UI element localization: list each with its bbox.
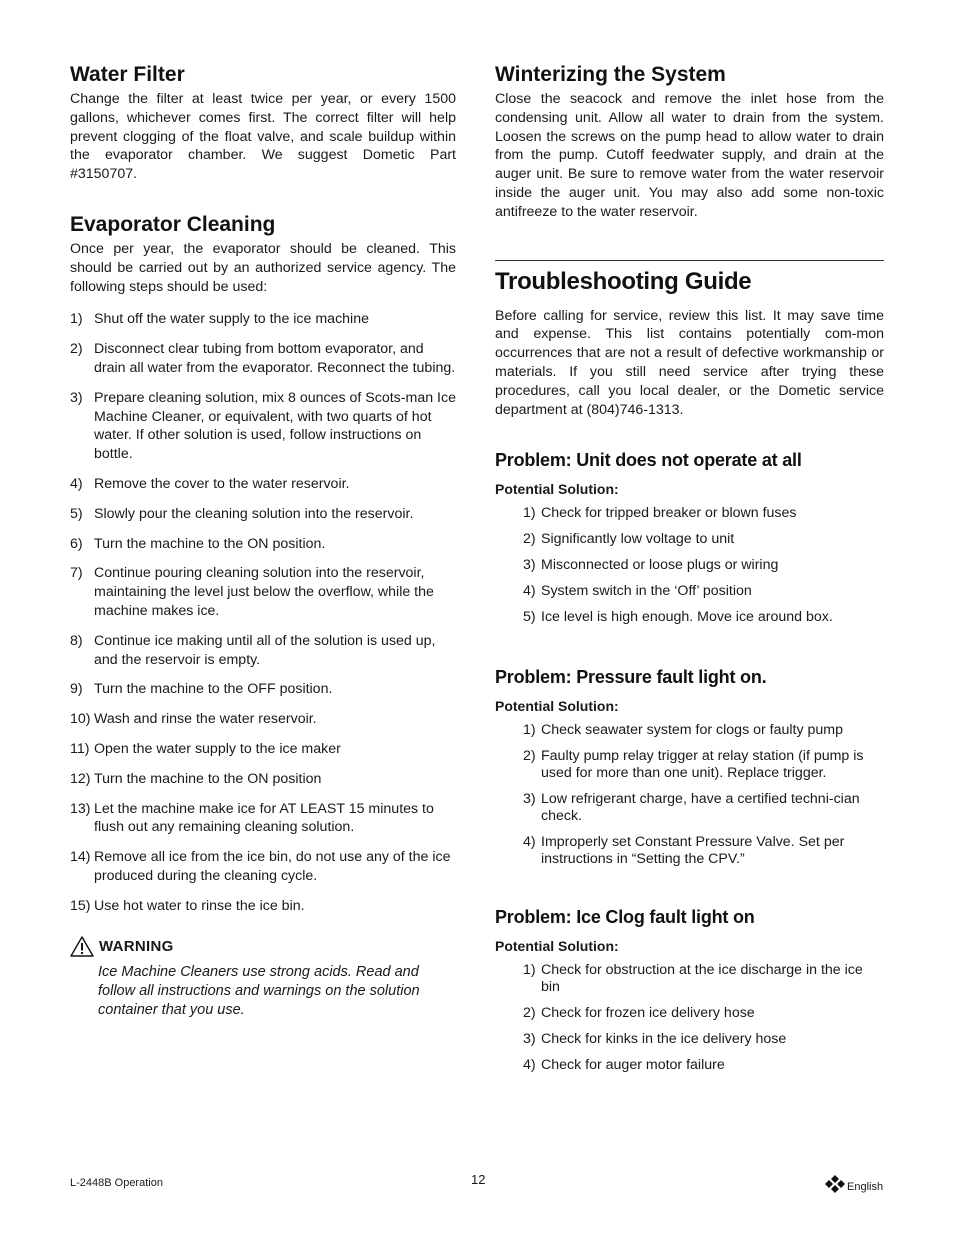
solution-number: 3) [523,557,536,574]
problem-block [495,906,884,1074]
cleaning-step [70,710,456,729]
step-number: 10) [70,711,91,728]
solution-text: Check for kinks in the ice delivery hose [541,1031,787,1048]
solution-item [523,722,884,739]
warning-triangle-icon [70,936,94,957]
left-column [70,62,456,1020]
solution-item [523,531,884,548]
solution-text: Check for frozen ice delivery hose [541,1005,755,1022]
water-filter-section [70,62,456,184]
step-text: Let the machine make ice for AT LEAST 15 minutes to flush out any remaining cleaning solution. [94,800,434,836]
solution-text: Check for auger motor failure [541,1057,725,1074]
step-number: 13) [70,800,91,817]
language-label: English [847,1181,884,1193]
solution-text: Ice level is high enough. Move ice around box. [541,609,833,626]
cleaning-step [70,800,456,838]
step-text: Shut off the water supply to the ice machine [94,311,369,328]
solution-text: Check for tripped breaker or blown fuses [541,505,797,522]
solution-text: Check for obstruction at the ice discharge in the ice bin [541,962,863,996]
step-number: 8) [70,632,83,649]
step-text: Prepare cleaning solution, mix 8 ounces of Scots-man Ice Machine Cleaner, or equivalent, with two quarts of hot water. If other solution is used, follow instructions on bottle. [94,389,456,463]
step-number: 5) [70,505,83,522]
cleaning-step [70,505,456,524]
solution-item [523,557,884,574]
step-text: Remove all ice from the ice bin, do not use any of the ice produced during the cleaning cycle. [94,849,451,884]
solution-number: 4) [523,1057,536,1074]
solution-number: 2) [523,748,536,765]
cleaning-step [70,340,456,378]
warning-block [70,936,456,1021]
solution-text: Significantly low voltage to unit [541,531,735,548]
section-divider [495,260,884,261]
solutions-list [495,722,884,868]
evaporator-cleaning-heading: Evaporator Cleaning [70,212,276,236]
warning-label: WARNING [99,937,174,955]
footer-doc-id: L-2448B Operation [70,1177,163,1189]
cleaning-step [70,389,456,464]
step-text: Use hot water to rinse the ice bin. [94,897,305,914]
solution-text: Check seawater system for clogs or faulty pump [541,722,843,739]
cleaning-step [70,632,456,670]
troubleshooting-intro: Before calling for service, review this list. It may save time and expense. This list contains potentially com-mon occurrences that are not a result of defective workmanship or materials. If you still need service after trying these procedures, call you local dealer, or the Dometic service department at (804)746-1313. [495,307,884,418]
cleaning-step [70,680,456,699]
solution-text: Improperly set Constant Pressure Valve. Set per instructions in “Setting the CPV.” [541,834,845,868]
step-text: Turn the machine to the ON position [94,770,322,787]
water-filter-body: Change the filter at least twice per year, or every 1500 gallons, whichever comes first. The correct filter will help prevent clogging of the float valve, and scale buildup within the evaporator chamber. We suggest Dometic Part #3150707. [70,91,456,183]
potential-solution-label: Potential Solution: [495,698,619,715]
solution-number: 2) [523,531,536,548]
potential-solution-label: Potential Solution: [495,938,619,955]
step-number: 7) [70,565,83,582]
warning-heading [70,936,456,957]
troubleshooting-section [495,267,884,1075]
step-text: Slowly pour the cleaning solution into the reservoir. [94,505,414,522]
step-number: 6) [70,535,83,552]
evaporator-cleaning-section [70,212,456,1020]
potential-solution-label: Potential Solution: [495,481,619,498]
step-number: 15) [70,897,91,914]
solution-item [523,748,884,782]
evaporator-intro: Once per year, the evaporator should be cleaned. This should be carried out by an authorized service agency. The following steps should be used: [70,240,456,295]
step-number: 3) [70,389,83,406]
step-text: Remove the cover to the water reservoir. [94,475,350,492]
problem-heading: Problem: Ice Clog fault light on [495,907,755,928]
problem-heading: Problem: Unit does not operate at all [495,450,802,471]
solution-number: 4) [523,583,536,600]
step-number: 2) [70,341,83,358]
solution-text: Faulty pump relay trigger at relay station (if pump is used for more than one unit). Replace trigger. [541,748,864,782]
solutions-list [495,505,884,626]
solution-number: 1) [523,505,536,522]
step-text: Disconnect clear tubing from bottom evaporator, and drain all water from the evaporator. Reconnect the tubing. [94,341,456,376]
winterizing-section [495,62,884,222]
cleaning-step [70,535,456,554]
solution-item [523,1005,884,1022]
problem-block [495,449,884,626]
troubleshooting-heading: Troubleshooting Guide [495,267,752,295]
right-column [495,62,884,1083]
cleaning-step [70,770,456,789]
step-text: Wash and rinse the water reservoir. [94,711,317,728]
diamond-logo-icon [825,1175,845,1193]
water-filter-heading: Water Filter [70,63,185,86]
page-number: 12 [471,1172,486,1187]
solution-item [523,791,884,825]
step-text: Continue pouring cleaning solution into the reservoir, maintaining the level just below the overflow, while the machine makes ice. [94,565,434,619]
cleaning-step [70,740,456,759]
winterizing-body: Close the seacock and remove the inlet hose from the condensing unit. Allow all water to drain from the system. Loosen the screws on the pump head to allow water to drain from the pump. Cutoff feedwater supply, and drain at the auger unit. Be sure to remove water from the water reservoir inside the auger unit. You may also add some non-toxic antifreeze to the water reservoir. [495,91,884,220]
cleaning-steps-list [70,310,456,915]
step-text: Open the water supply to the ice maker [94,740,341,757]
solution-item [523,834,884,868]
footer-language [825,1175,883,1193]
solution-number: 1) [523,722,536,739]
cleaning-step [70,310,456,329]
problem-block [495,666,884,868]
step-number: 1) [70,311,83,328]
cleaning-step [70,564,456,620]
winterizing-heading: Winterizing the System [495,63,726,86]
step-number: 9) [70,681,83,698]
problem-heading: Problem: Pressure fault light on. [495,667,767,688]
solution-item [523,609,884,626]
problems-list [495,449,884,1074]
cleaning-step [70,475,456,494]
step-number: 11) [70,740,90,757]
solution-item [523,505,884,522]
solution-text: Low refrigerant charge, have a certified techni-cian check. [541,791,860,825]
step-number: 14) [70,849,91,866]
solution-item [523,1031,884,1048]
solution-item [523,962,884,996]
solution-text: System switch in the ‘Off’ position [541,583,752,600]
step-number: 4) [70,475,83,492]
step-text: Turn the machine to the OFF position. [94,681,333,698]
solution-text: Misconnected or loose plugs or wiring [541,557,779,574]
step-number: 12) [70,770,91,787]
solution-item [523,1057,884,1074]
solution-number: 3) [523,791,536,808]
solution-number: 4) [523,834,536,851]
warning-text: Ice Machine Cleaners use strong acids. Read and follow all instructions and warnings on the solution container that you use. [98,963,420,1018]
solution-item [523,583,884,600]
solution-number: 2) [523,1005,536,1022]
solutions-list [495,962,884,1074]
solution-number: 3) [523,1031,536,1048]
solution-number: 1) [523,962,536,979]
step-text: Continue ice making until all of the solution is used up, and the reservoir is empty. [94,632,436,668]
step-text: Turn the machine to the ON position. [94,535,326,552]
solution-number: 5) [523,609,536,626]
cleaning-step [70,848,456,886]
cleaning-step [70,897,456,916]
